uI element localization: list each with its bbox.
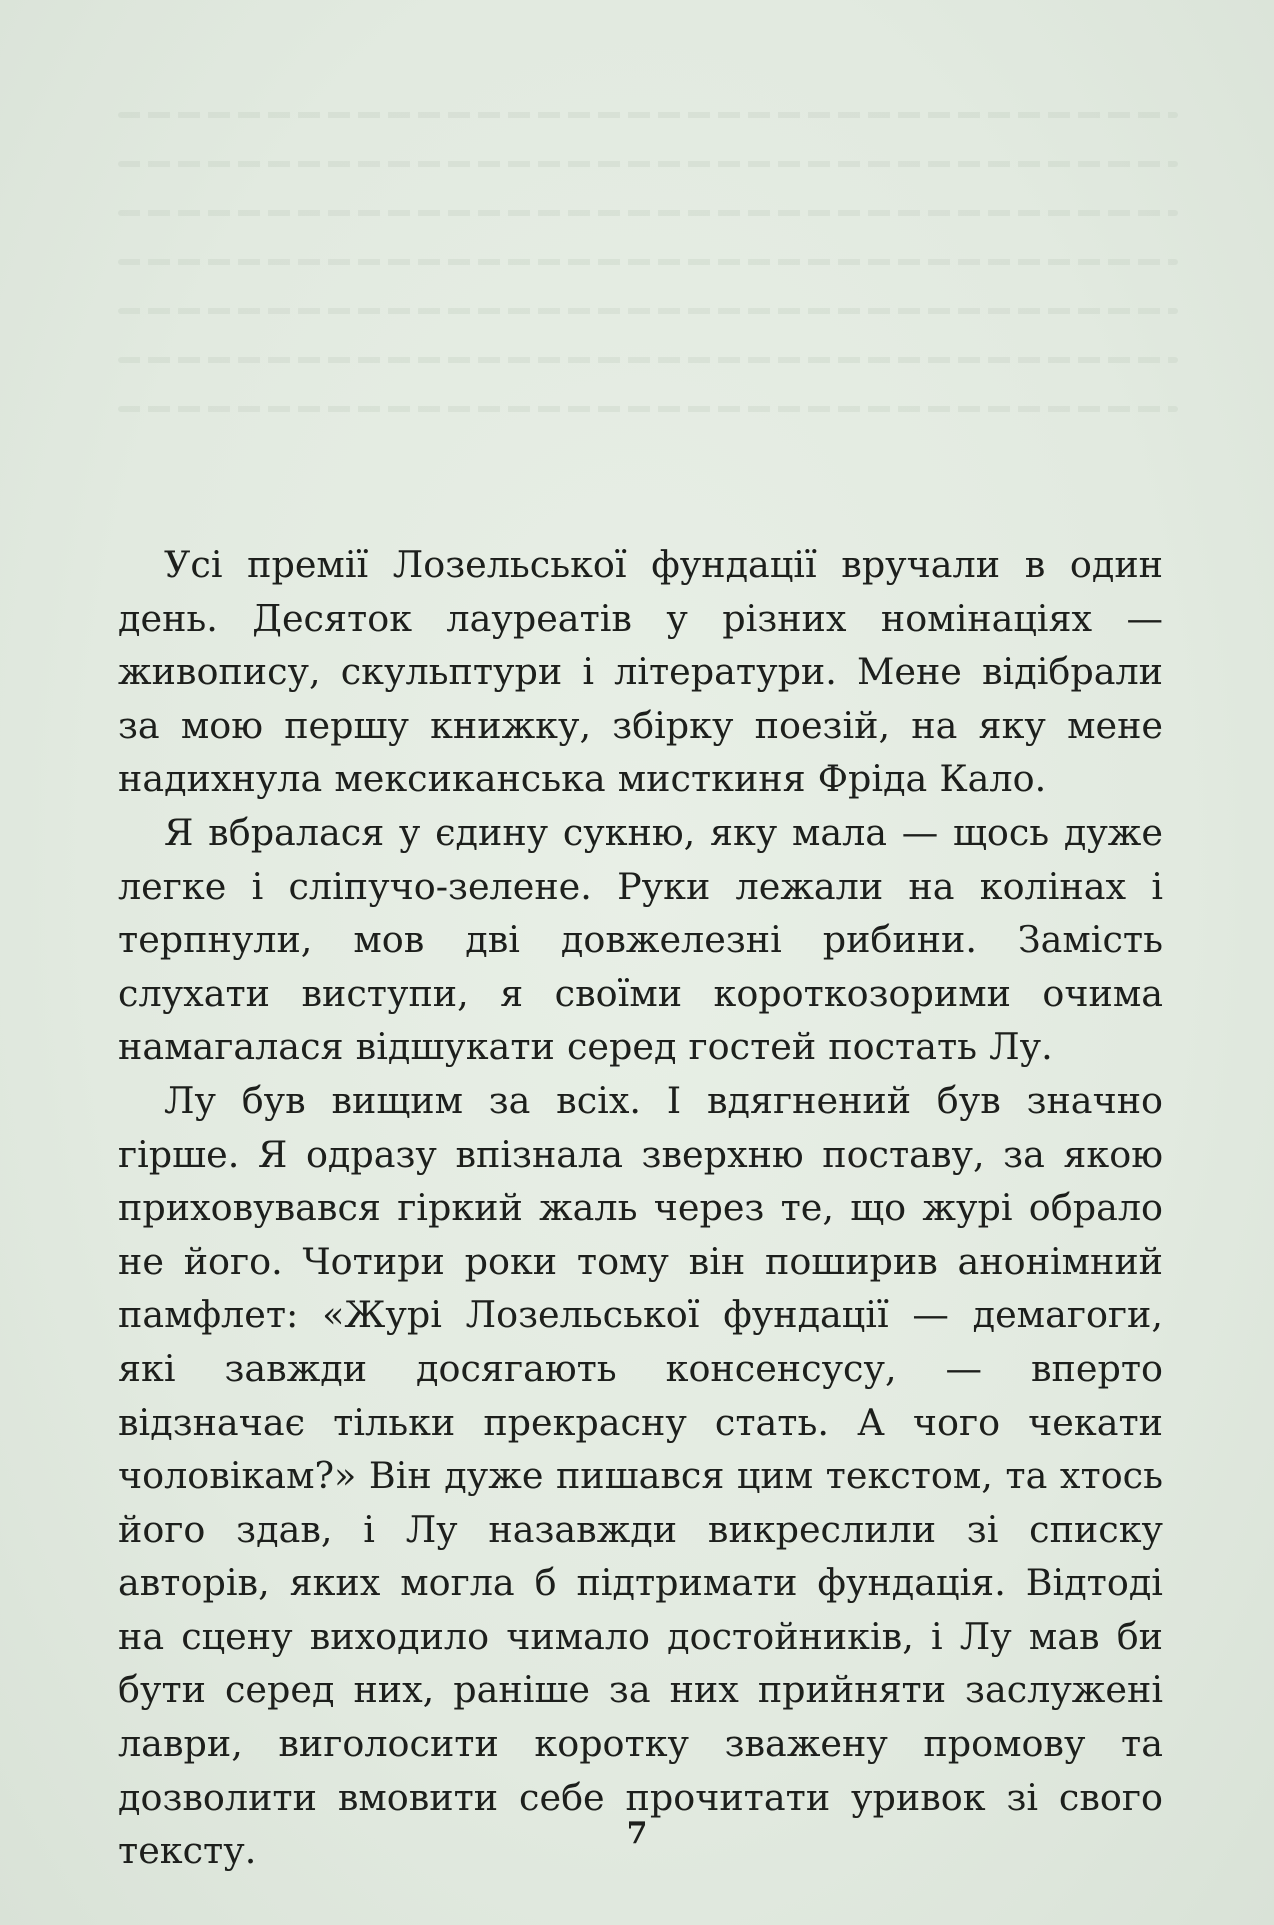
show-through-line [118, 210, 1178, 216]
paragraph: Я вбралася у єдину сукню, яку мала — щось дуже легке і сліпучо-зелене. Руки лежали на колінах і терпнули, мов дві довжелезні рибини. Замість слухати виступи, я своїми короткозорими очима намагалася відшукати серед гостей постать Лу. [118, 810, 1163, 1069]
show-through-line [118, 406, 1178, 412]
show-through-line [118, 112, 1178, 118]
show-through-line [118, 259, 1178, 265]
body-text [118, 538, 1163, 1878]
show-through-text [118, 112, 1178, 532]
paragraph: Лу був вищим за всіх. І вдягнений був значно гірше. Я одразу впізнала зверхню поставу, за якою приховувався гіркий жаль через те, що журі обрало не його. Чотири роки тому він поширив анонімний памфлет: «Журі Лозельської фундації — демагоги, які завжди досягають консенсусу, — вперто відзначає тільки прекрасну стать. А чого чекати чоловікам?» Він дуже пишався цим текстом, та хтось його здав, і Лу назавжди викреслили зі списку авторів, яких могла б підтримати фундація. Відтоді на сцену виходило чимало достойників, і Лу мав би бути серед них, раніше за них прийняти заслужені лаври, виголосити коротку зважену промову та дозволити вмовити себе прочитати уривок зі свого тексту. [118, 1078, 1163, 1873]
paragraph: Усі премії Лозельської фундації вручали в один день. Десяток лауреатів у різних номінаціях — живопису, скульптури і літератури. Мене відібрали за мою першу книжку, збірку поезій, на яку мене надихнула мексиканська мисткиня Фріда Кало. [118, 543, 1163, 801]
page-number: 7 [626, 1816, 648, 1851]
show-through-line [118, 308, 1178, 314]
show-through-line [118, 357, 1178, 363]
show-through-line [118, 161, 1178, 167]
